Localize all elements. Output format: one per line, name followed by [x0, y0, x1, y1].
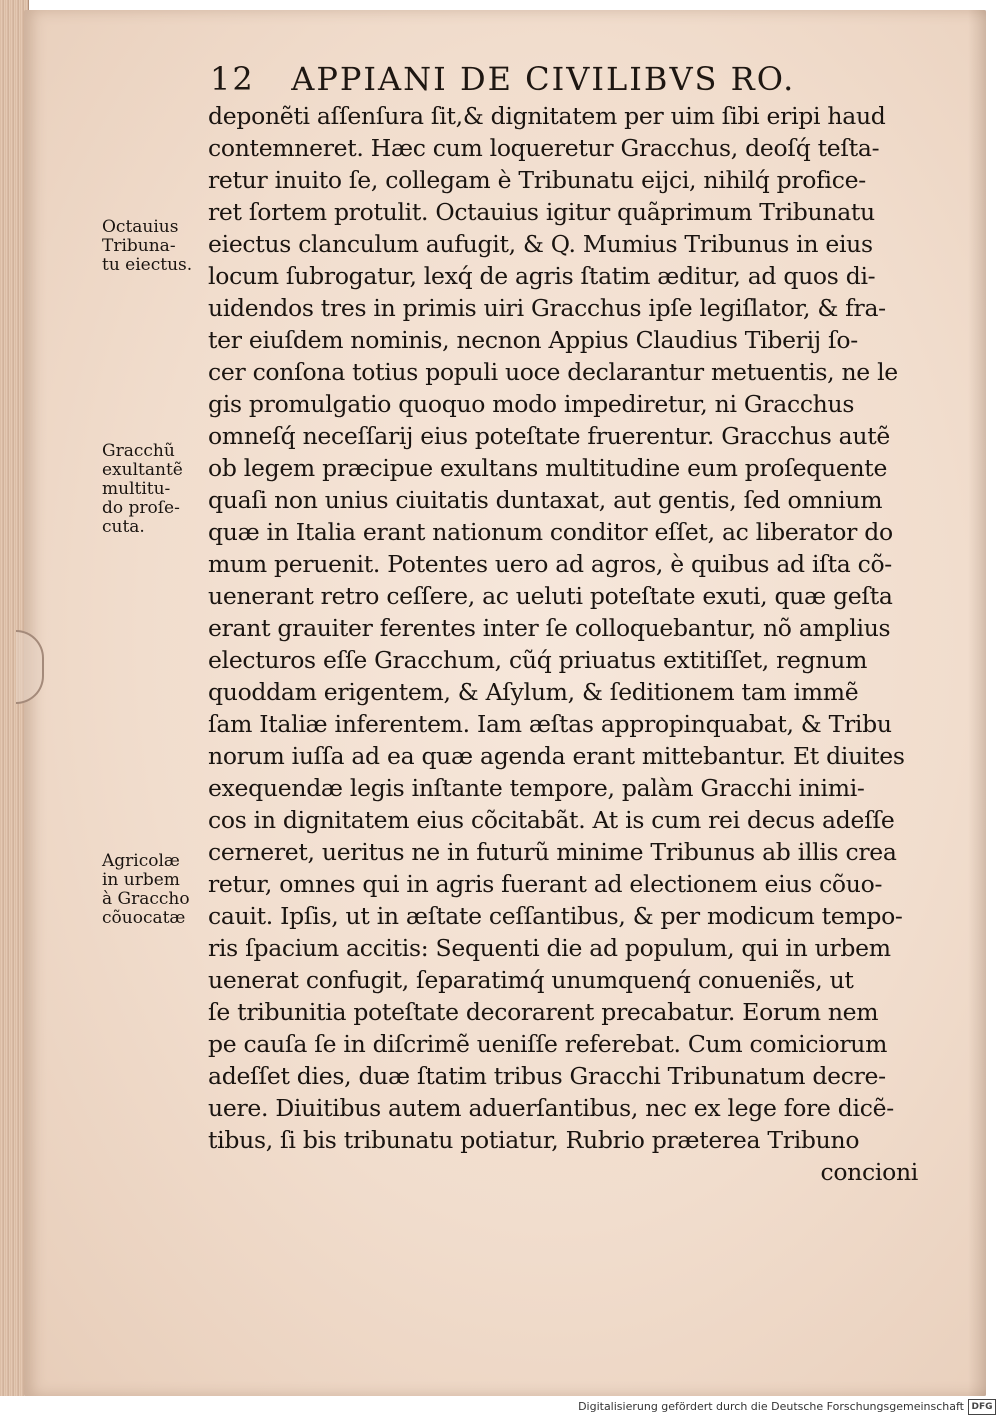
funding-credit: Digitalisierung gefördert durch die Deutsche Forschungsgemeinschaft — [578, 1400, 964, 1413]
text-line: deponẽti aſſenſura ſit,& dignitatem per uim ſibi eripi haud — [208, 102, 886, 130]
text-line: retur, omnes qui in agris fuerant ad electionem eius cõuo- — [208, 870, 883, 898]
text-line: cerneret, ueritus ne in futurũ minime Tribunus ab illis crea — [208, 838, 897, 866]
text-line: uidendos tres in primis uiri Gracchus ipſe legiſlator, & fra- — [208, 294, 886, 322]
running-header — [210, 60, 850, 98]
text-line: retur inuito ſe, collegam è Tribunatu eijci, nihilq́ profice- — [208, 166, 866, 194]
marginal-note-line: à Graccho — [102, 889, 190, 909]
text-line: uenerat confugit, ſeparatimq́ unumquenq́ conueniẽs, ut — [208, 966, 854, 994]
marginal-note-line: in urbem — [102, 870, 180, 890]
digitization-footer — [0, 1396, 1000, 1418]
main-text-block — [208, 100, 928, 1188]
text-line: ſam Italiæ inferentem. Iam æſtas appropinquabat, & Tribu — [208, 710, 892, 738]
text-line: cauit. Ipſis, ut in æſtate ceſſantibus, & per modicum tempo- — [208, 902, 903, 930]
marginal-note-line: cõuocatæ — [102, 908, 186, 928]
text-line: quæ in Italia erant nationum conditor eſſet, ac liberator do — [208, 518, 893, 546]
marginal-note-gracchus — [102, 442, 214, 537]
marginal-note-line: cuta. — [102, 517, 145, 537]
text-line: adeſſet dies, duæ ſtatim tribus Gracchi Tribunatum decre- — [208, 1062, 886, 1090]
text-line: concioni — [820, 1158, 918, 1186]
text-line: pe cauſa ſe in diſcrimẽ ueniſſe referebat. Cum comiciorum — [208, 1030, 888, 1058]
text-line: ter eiuſdem nominis, necnon Appius Claudius Tiberij ſo- — [208, 326, 858, 354]
text-line: ret ſortem protulit. Octauius igitur quãprimum Tribunatu — [208, 198, 875, 226]
text-line: omneſq́ neceſſarij eius poteſtate fruerentur. Gracchus autẽ — [208, 422, 890, 450]
text-line: quaſi non unius ciuitatis duntaxat, aut gentis, ſed omnium — [208, 486, 883, 514]
text-line: mum peruenit. Potentes uero ad agros, è quibus ad iſta cõ- — [208, 550, 892, 578]
marginal-note-line: do proſe- — [102, 498, 180, 518]
marginal-note-line: Octauius — [102, 217, 179, 237]
text-line: gis promulgatio quoquo modo impediretur, ni Gracchus — [208, 390, 855, 418]
marginal-note-line: multitu- — [102, 479, 171, 499]
marginal-note-line: Tribuna- — [102, 236, 176, 256]
text-line: cer conſona totius populi uoce declarantur metuentis, ne le — [208, 358, 898, 386]
page-clip — [16, 630, 44, 704]
dfg-logo: DFG — [968, 1399, 996, 1415]
marginal-note-line: Agricolæ — [102, 851, 180, 871]
running-title: APPIANI DE CIVILIBVS RO. — [291, 60, 796, 98]
text-line: ris ſpacium accitis: Sequenti die ad populum, qui in urbem — [208, 934, 891, 962]
marginal-note-octavius — [102, 218, 214, 275]
text-line: cos in dignitatem eius cõcitabãt. At is cum rei decus adeſſe — [208, 806, 895, 834]
text-line: quoddam erigentem, & Aſylum, & ſeditionem tam immẽ — [208, 678, 859, 706]
text-line: erant grauiter ferentes inter ſe colloquebantur, nõ amplius — [208, 614, 891, 642]
text-line: locum ſubrogatur, lexq́ de agris ſtatim æditur, ad quos di- — [208, 262, 876, 290]
marginal-note-line: tu eiectus. — [102, 255, 193, 275]
text-line: uere. Diuitibus autem aduerſantibus, nec ex lege fore dicẽ- — [208, 1094, 894, 1122]
text-line: uenerant retro ceſſere, ac ueluti poteſtate exuti, quæ geſta — [208, 582, 893, 610]
page-number: 12 — [210, 60, 255, 98]
text-line: norum iuſſa ad ea quæ agenda erant mittebantur. Et diuites — [208, 742, 905, 770]
marginal-note-agricolae — [102, 852, 214, 928]
gutter-shadow — [968, 10, 986, 1396]
text-line: tibus, ſi bis tribunatu potiatur, Rubrio præterea Tribuno — [208, 1126, 860, 1154]
text-line: ſe tribunitia poteſtate decorarent precabatur. Eorum nem — [208, 998, 879, 1026]
text-line: exequendæ legis inſtante tempore, palàm Gracchi inimi- — [208, 774, 865, 802]
marginal-note-line: exultantẽ — [102, 460, 183, 480]
text-line: contemneret. Hæc cum loqueretur Gracchus, deoſq́ teſta- — [208, 134, 880, 162]
text-line: ob legem præcipue exultans multitudine eum proſequente — [208, 454, 888, 482]
text-line: eiectus clanculum aufugit, & Q. Mumius Tribunus in eius — [208, 230, 873, 258]
marginal-note-line: Gracchũ — [102, 441, 175, 461]
text-line: electuros eſſe Gracchum, cũq́ priuatus extitiſſet, regnum — [208, 646, 868, 674]
